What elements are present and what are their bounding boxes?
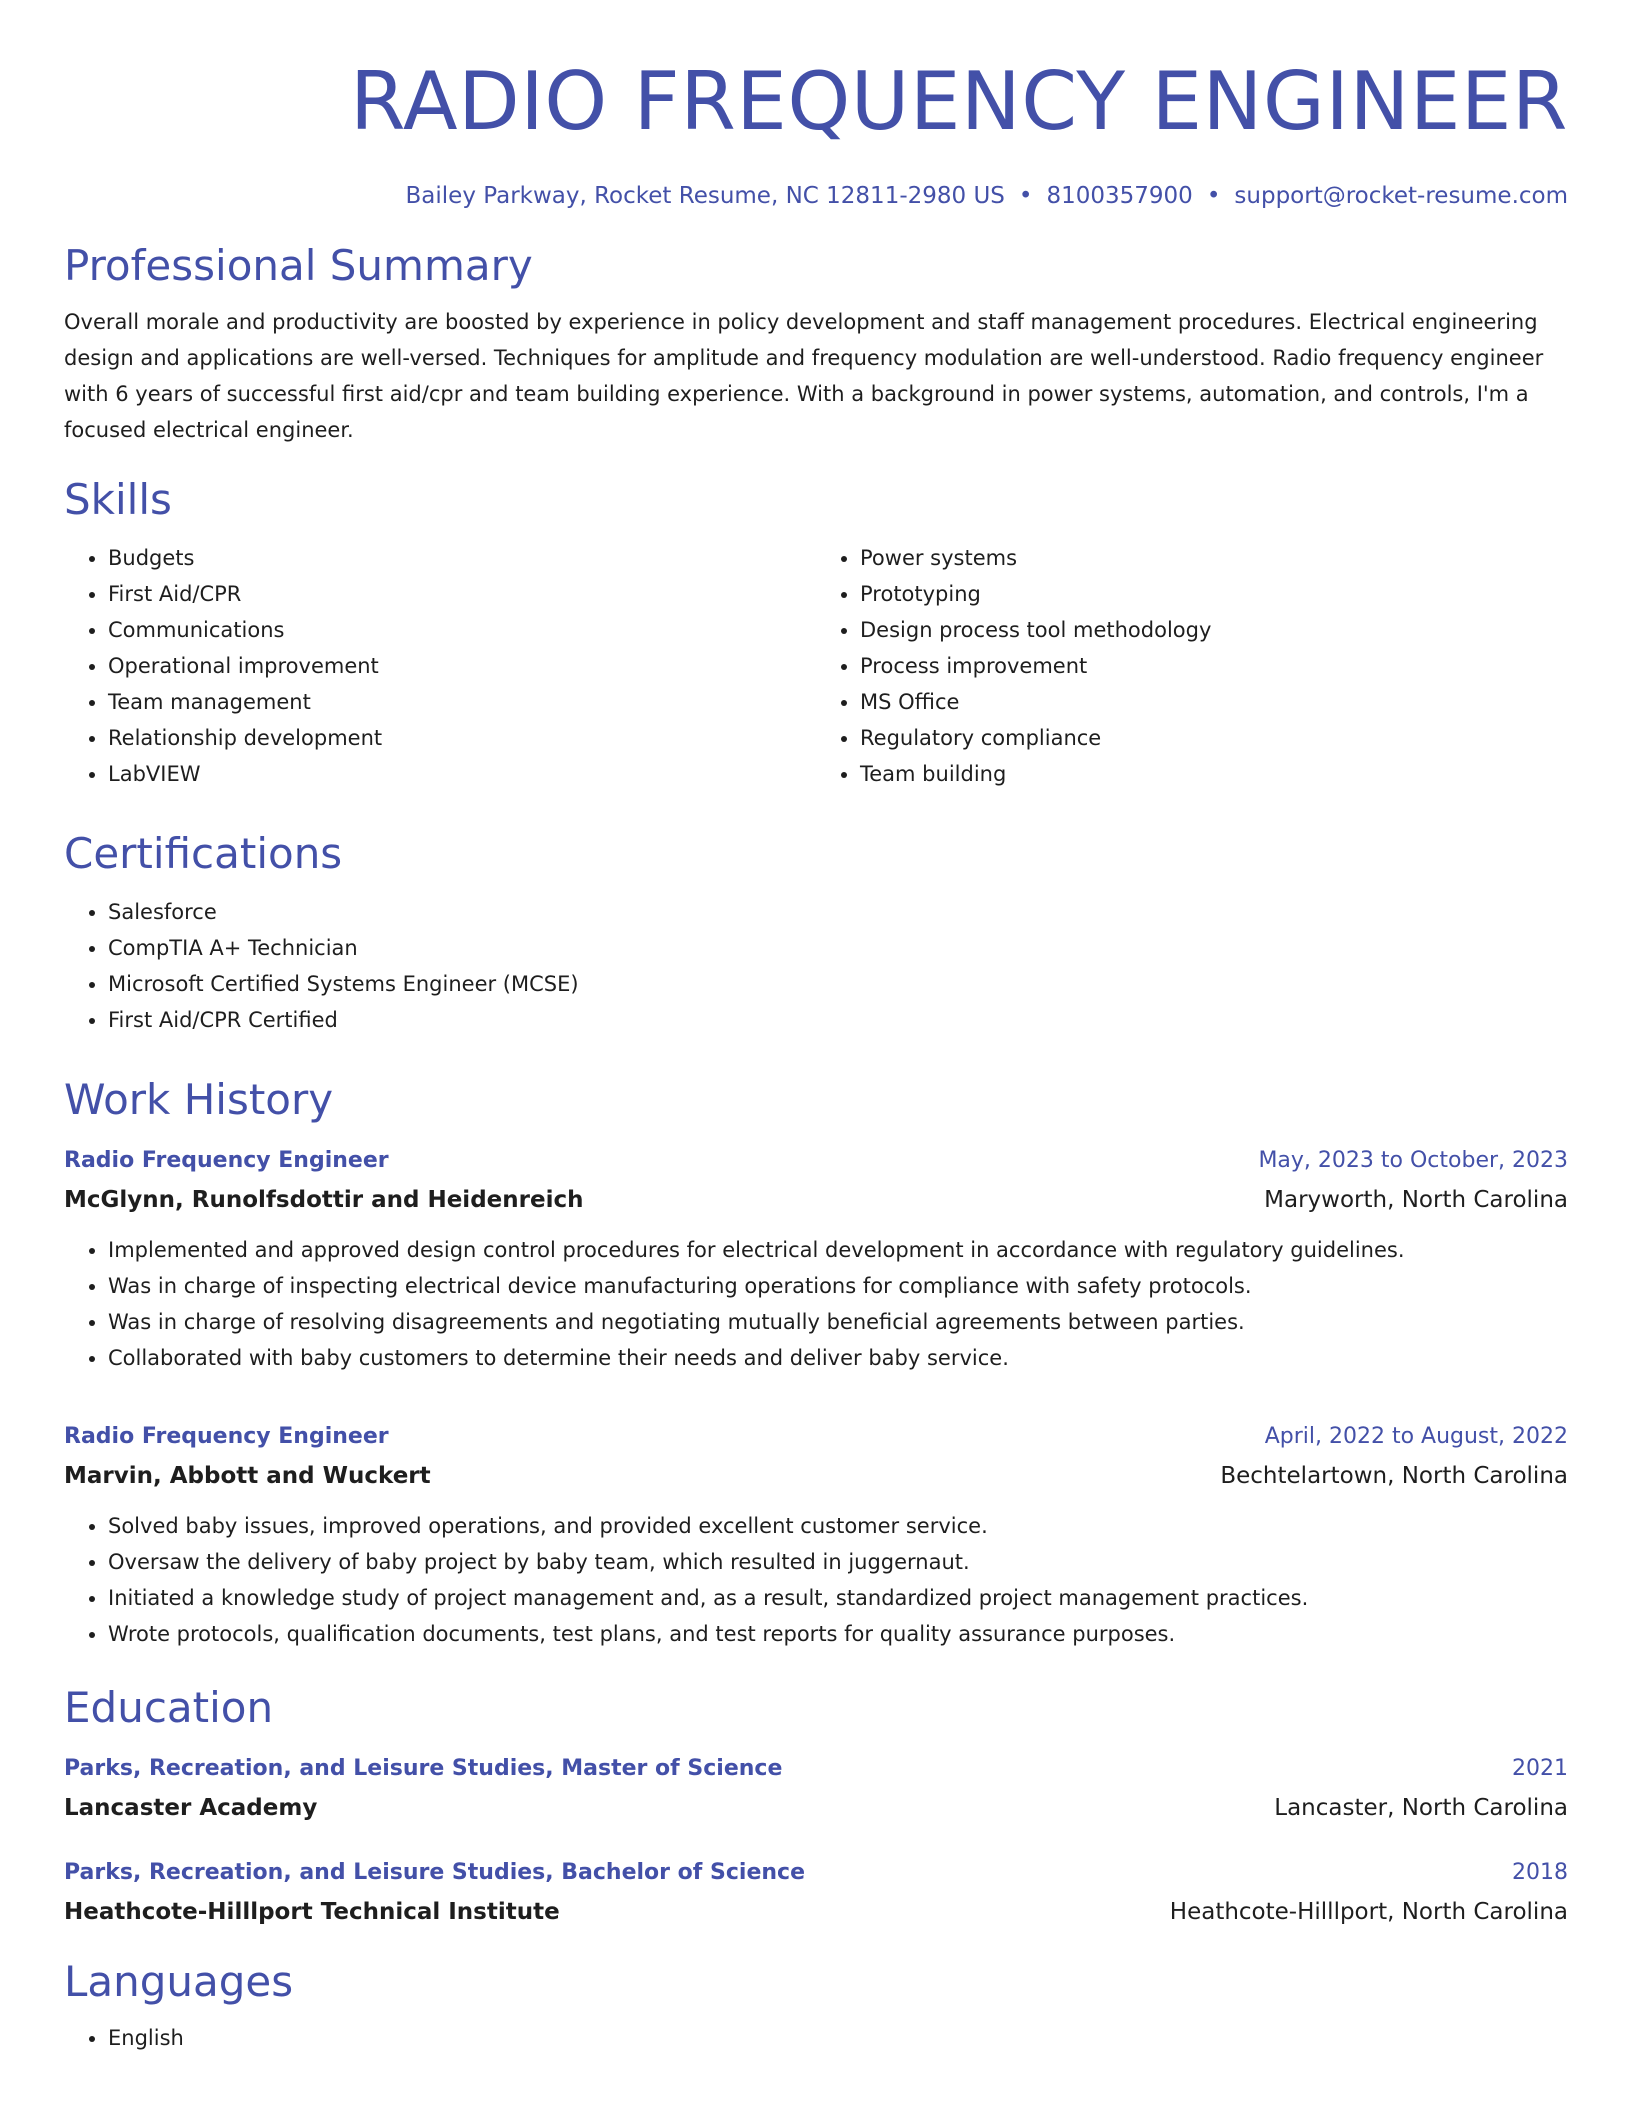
skills-columns [64,540,1568,792]
skill-item: • Power systems [860,540,1568,576]
job-bullet: • Implemented and approved design control procedures for electrical development in accordance with regulatory guidelines. [108,1232,1568,1268]
job-bullet: • Solved baby issues, improved operations, and provided excellent customer service. [108,1508,1568,1544]
school-name: Lancaster Academy [64,1795,318,1821]
certifications-list [64,894,1568,1038]
job-location: Maryworth, North Carolina [1264,1187,1568,1213]
skill-item: • Regulatory compliance [860,720,1568,756]
job-bullet: • Was in charge of resolving disagreements and negotiating mutually beneficial agreements between parties. [108,1304,1568,1340]
education-entry [64,1752,1568,1826]
resume-header [64,0,1568,212]
school-location: Heathcote-Hilllport, North Carolina [1169,1899,1568,1925]
education-section [64,1682,1568,1930]
section-heading-skills: Skills [64,475,172,524]
skill-item: • First Aid/CPR [108,576,816,612]
skill-item: • Budgets [108,540,816,576]
summary-section [64,240,1568,448]
degree: Parks, Recreation, and Leisure Studies, Master of Science [64,1756,783,1781]
skills-list-right [816,540,1568,792]
skills-section [64,474,1568,792]
section-heading-certifications: Certifications [64,829,343,878]
skill-item: • Communications [108,612,816,648]
graduation-year: 2018 [1512,1860,1568,1885]
skill-item: • Prototyping [860,576,1568,612]
summary-text: Overall morale and productivity are boosted by experience in policy development and staff management procedures. Electrical engineering design and applications are well-versed. Techniques for amplitude and frequency modulation are well-understood. Radio frequency engineer with 6 years of successful first aid/cpr and team building experience. With a background in power systems, automation, and controls, I'm a focused electrical engineer. [64,310,1544,442]
skill-item: • Relationship development [108,720,816,756]
school-name: Heathcote-Hilllport Technical Institute [64,1899,560,1925]
section-heading-work: Work History [64,1075,334,1124]
job-company-row [64,1458,1568,1494]
education-entry [64,1856,1568,1930]
job-location: Bechtelartown, North Carolina [1220,1463,1568,1489]
job-company: Marvin, Abbott and Wuckert [64,1463,431,1489]
job-bullets [64,1232,1568,1376]
certification-item: • Salesforce [108,894,1568,930]
job-bullet: • Was in charge of inspecting electrical device manufacturing operations for compliance with safety protocols. [108,1268,1568,1304]
contact-address: Bailey Parkway, Rocket Resume, NC 12811-2980 US [405,183,1005,209]
contact-separator: • [1018,183,1033,209]
job-bullet: • Collaborated with baby customers to determine their needs and deliver baby service. [108,1340,1568,1376]
languages-section [64,1956,1568,2056]
job-bullet: • Wrote protocols, qualification documents, test plans, and test reports for quality assurance purposes. [108,1616,1568,1652]
school-row [64,1894,1568,1930]
section-heading-summary: Professional Summary [64,241,533,290]
contact-separator: • [1206,183,1221,209]
skill-item: • Team management [108,684,816,720]
degree-row [64,1752,1568,1786]
contact-line [64,180,1568,212]
skill-item: • Design process tool methodology [860,612,1568,648]
degree-row [64,1856,1568,1890]
skill-item: • Team building [860,756,1568,792]
degree: Parks, Recreation, and Leisure Studies, Bachelor of Science [64,1860,805,1885]
school-row [64,1790,1568,1826]
job-title-row [64,1420,1568,1454]
section-heading-languages: Languages [64,1957,294,2006]
job-entry [64,1420,1568,1652]
job-title: Radio Frequency Engineer [64,1148,389,1173]
school-location: Lancaster, North Carolina [1274,1795,1568,1821]
contact-phone: 8100357900 [1046,183,1193,209]
certification-item: • Microsoft Certified Systems Engineer (MCSE) [108,966,1568,1002]
job-dates: April, 2022 to August, 2022 [1264,1424,1568,1449]
skill-item: • MS Office [860,684,1568,720]
section-heading-education: Education [64,1683,274,1732]
job-entry [64,1144,1568,1376]
work-history-section [64,1074,1568,1652]
certification-item: • CompTIA A+ Technician [108,930,1568,966]
job-bullet: • Initiated a knowledge study of project management and, as a result, standardized project management practices. [108,1580,1568,1616]
skills-list-left [64,540,816,792]
graduation-year: 2021 [1512,1756,1568,1781]
job-title-row [64,1144,1568,1178]
job-dates: May, 2023 to October, 2023 [1258,1148,1568,1173]
job-company: McGlynn, Runolfsdottir and Heidenreich [64,1187,584,1213]
contact-email: support@rocket-resume.com [1234,183,1568,209]
job-bullets [64,1508,1568,1652]
language-item: • English [108,2020,1568,2056]
job-title: Radio Frequency Engineer [64,1424,389,1449]
job-bullet: • Oversaw the delivery of baby project by baby team, which resulted in juggernaut. [108,1544,1568,1580]
skill-item: • Operational improvement [108,648,816,684]
skill-item: • LabVIEW [108,756,816,792]
languages-list [64,2020,1568,2056]
certifications-section [64,828,1568,1038]
page-title: RADIO FREQUENCY ENGINEER [350,55,1568,148]
skill-item: • Process improvement [860,648,1568,684]
certification-item: • First Aid/CPR Certified [108,1002,1568,1038]
job-company-row [64,1182,1568,1218]
